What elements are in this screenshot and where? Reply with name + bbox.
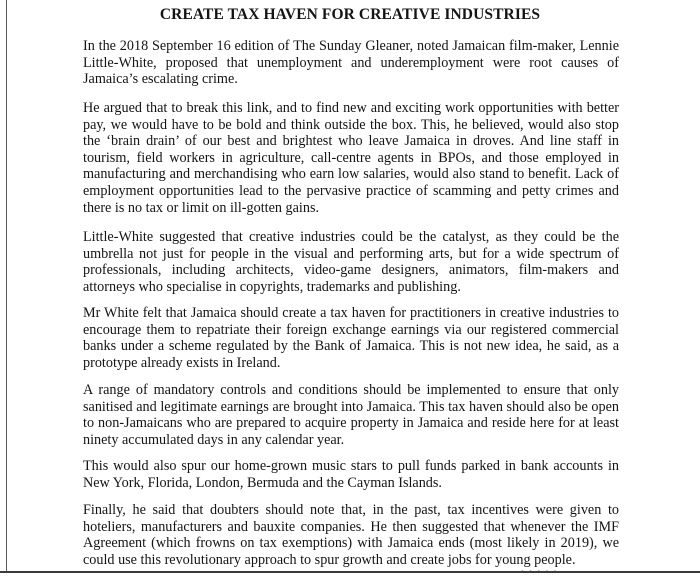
document-title: CREATE TAX HAVEN FOR CREATIVE INDUSTRIES [159,6,541,23]
paragraph-6: This would also spur our home-grown music stars to pull funds parked in bank accounts in New York, Florida, London, Bermuda and the Cayman Islands. [83,458,619,491]
page-bottom-edge [0,571,700,573]
paragraph-2: He argued that to break this link, and to find new and exciting work opportunities with better pay, we would have to be bold and think outside the box. This, he believed, would also stop the ‘brain drain’ of our best and brightest who leave Jamaica in droves. And line staff in tourism, field workers in agriculture, call-centre agents in BPOs, and those employed in manufacturing and merchandising who earn low salaries, would also stand to benefit. Lack of employment opportunities lead to the pervasive practice of scamming and petty crimes and there is no tax or limit on ill-gotten gains. [83,100,619,216]
paragraph-3: Little-White suggested that creative industries could be the catalyst, as they could be the umbrella not just for people in the visual and performing arts, but for a wide spectrum of professionals, including architects, video-game designers, animators, film-makers and attorneys who specialise in copyrights, trademarks and publishing. [83,229,619,295]
page-edge-divider [6,0,7,573]
paragraph-1: In the 2018 September 16 edition of The Sunday Gleaner, noted Jamaican film-maker, Lennie Little-White, proposed that unemployment and underemployment were root causes of Jamaica’s escalating crime. [83,38,619,88]
paragraph-7: Finally, he said that doubters should note that, in the past, tax incentives were given to hoteliers, manufacturers and bauxite companies. He then suggested that whenever the IMF Agreement (which frowns on tax exemptions) with Jamaica ends (most likely in 2019), we could use this revolutionary approach to spur growth and create jobs for young people. [83,502,619,568]
paragraph-5: A range of mandatory controls and conditions should be implemented to ensure that only sanitised and legitimate earnings are brought into Jamaica. This tax haven should also be open to non-Jamaicans who are prepared to acquire property in Jamaica and reside here for at least ninety accumulated days in any calendar year. [83,382,619,448]
paragraph-4: Mr White felt that Jamaica should create a tax haven for practitioners in creative industries to encourage them to repatriate their foreign exchange earnings via our registered commercial banks under a scheme regulated by the Bank of Jamaica. This is not new idea, he said, as a prototype already exists in Ireland. [83,305,619,371]
